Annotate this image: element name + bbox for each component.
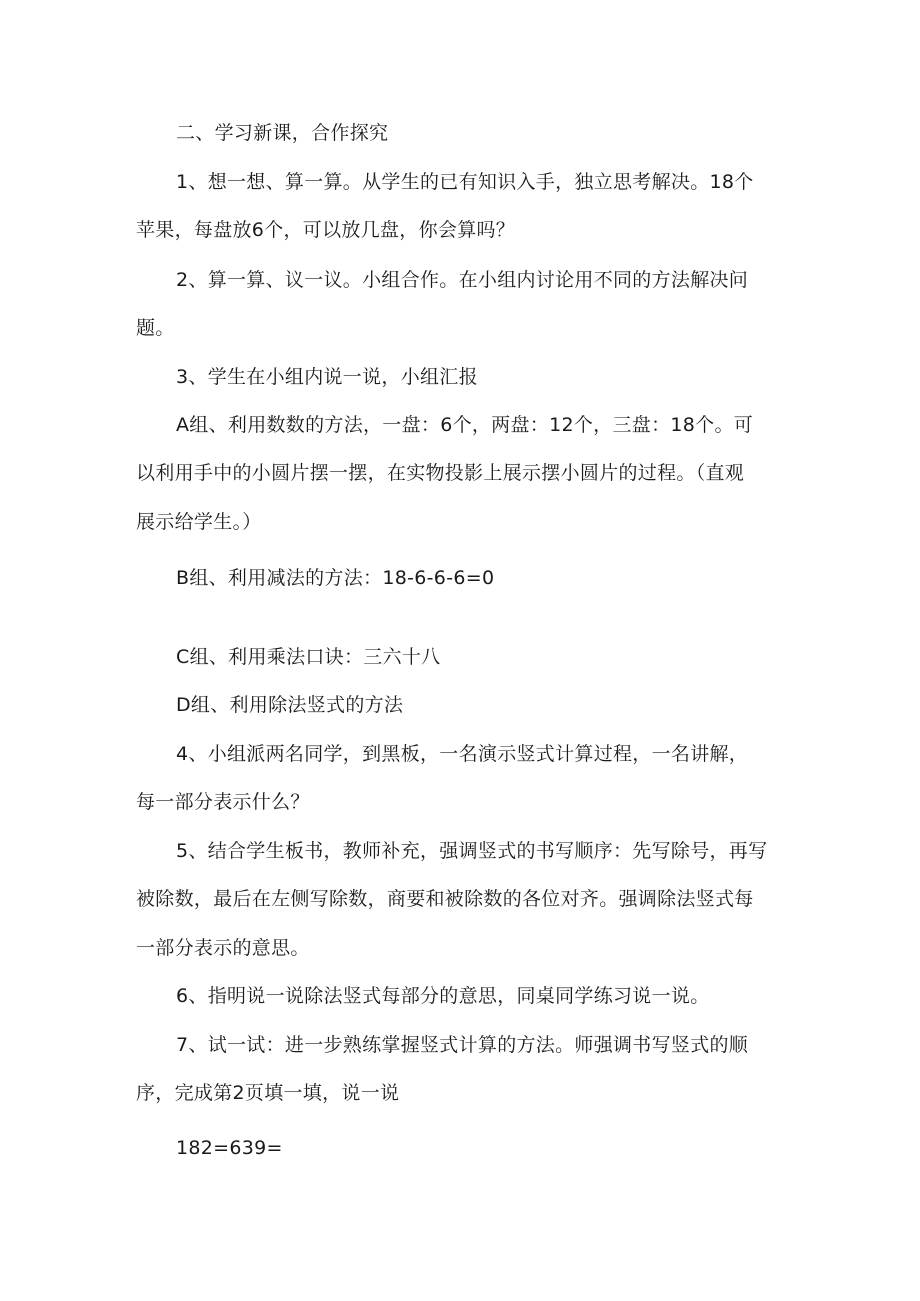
paragraph-5-line-2: 被除数，最后在左侧写除数，商要和被除数的各位对齐。强调除法竖式每 [136, 888, 754, 910]
paragraph-6: 6、指明说一说除法竖式每部分的意思，同桌同学练习说一说。 [176, 985, 710, 1007]
group-d: D组、利用除法竖式的方法 [176, 694, 404, 716]
paragraph-1-line-2: 苹果，每盘放6个，可以放几盘，你会算吗？ [136, 219, 516, 241]
group-b: B组、利用减法的方法：18-6-6-6=0 [176, 567, 495, 589]
paragraph-2-line-2: 题。 [136, 317, 175, 339]
group-a-line-2: 以利用手中的小圆片摆一摆，在实物投影上展示摆小圆片的过程。（直观 [136, 462, 745, 484]
paragraph-7-line-1: 7、试一试：进一步熟练掌握竖式计算的方法。师强调书写竖式的顺 [176, 1034, 749, 1056]
group-a-line-1: A组、利用数数的方法，一盘：6个，两盘：12个，三盘：18个。可 [176, 414, 754, 436]
paragraph-4-line-2: 每一部分表示什么？ [136, 791, 310, 813]
paragraph-7-line-2: 序，完成第2页填一填，说一说 [136, 1082, 400, 1104]
section-heading: 二、学习新课，合作探究 [176, 122, 389, 144]
paragraph-4-line-1: 4、小组派两名同学，到黑板，一名演示竖式计算过程，一名讲解， [176, 743, 749, 765]
paragraph-1-line-1: 1、想一想、算一算。从学生的已有知识入手，独立思考解决。18个 [176, 171, 754, 193]
group-a-line-3: 展示给学生。） [136, 511, 262, 533]
paragraph-5-line-3: 一部分表示的意思。 [136, 937, 310, 959]
group-c: C组、利用乘法口诀：三六十八 [176, 646, 441, 668]
paragraph-3: 3、学生在小组内说一说，小组汇报 [176, 366, 478, 388]
exercise-line: 182=639= [176, 1137, 283, 1159]
paragraph-5-line-1: 5、结合学生板书，教师补充，强调竖式的书写顺序：先写除号，再写 [176, 840, 768, 862]
paragraph-2-line-1: 2、算一算、议一议。小组合作。在小组内讨论用不同的方法解决问 [176, 269, 749, 291]
